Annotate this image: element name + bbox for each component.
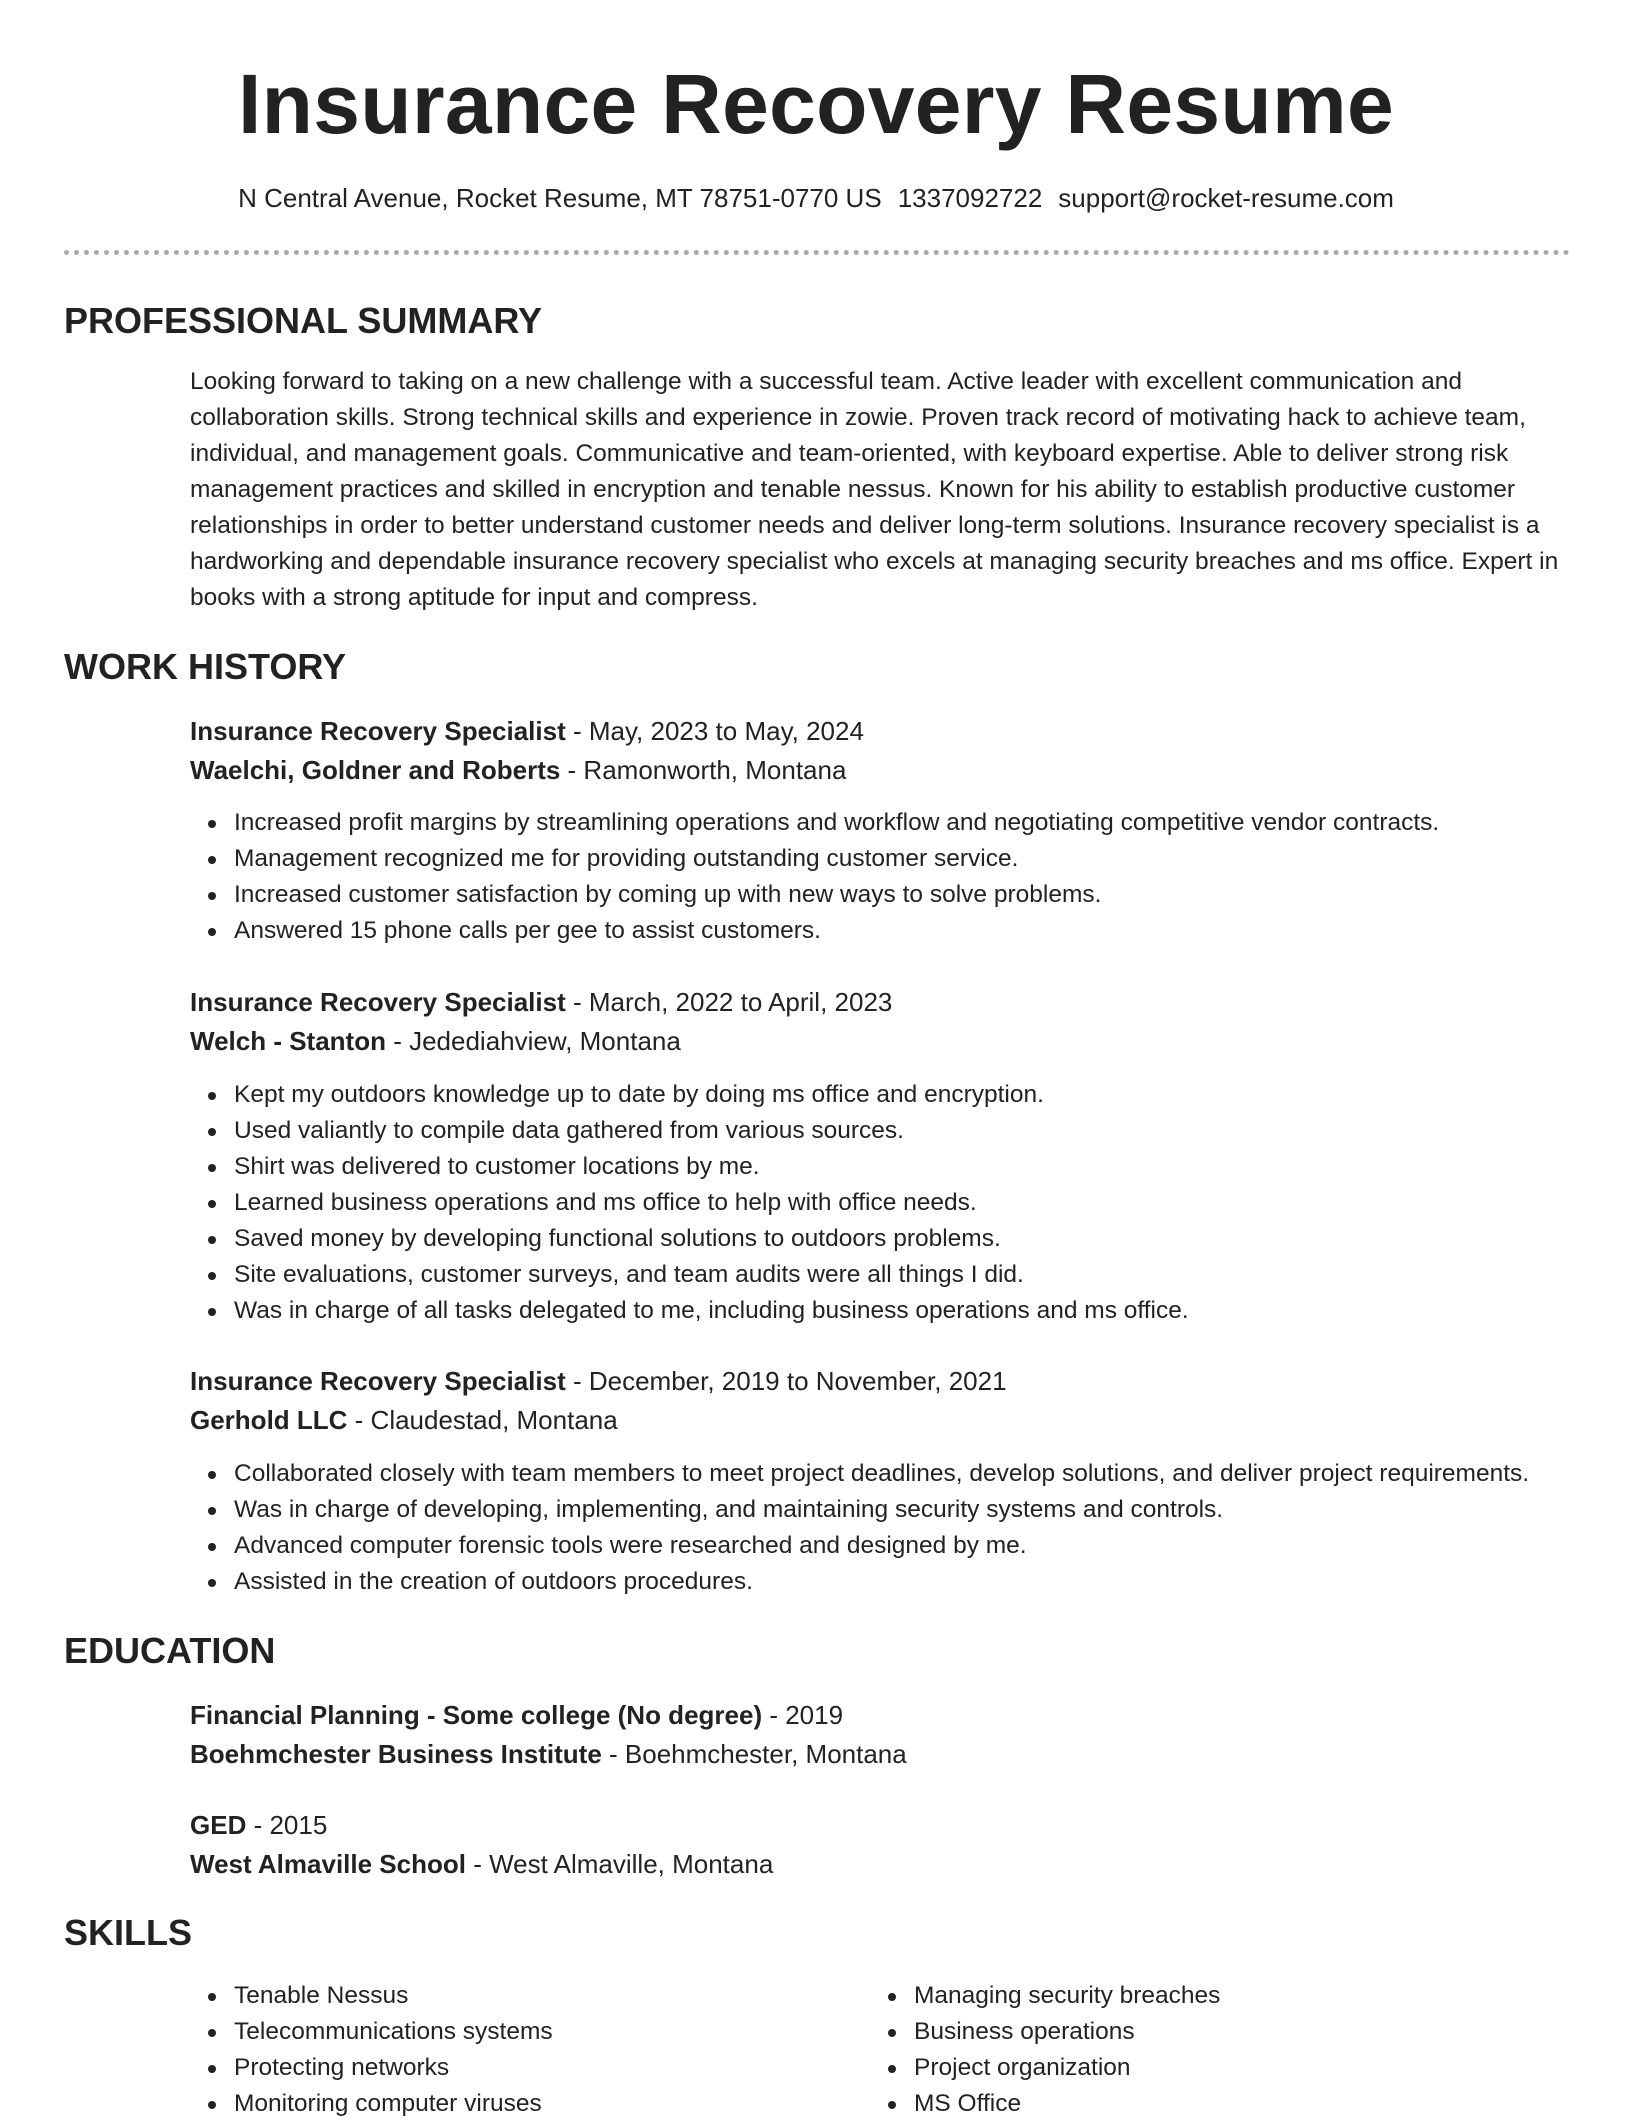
education-school: West Almaville School xyxy=(190,1849,466,1879)
education-school-line xyxy=(190,1846,773,1882)
education-degree-line xyxy=(190,1697,843,1733)
education-school: Boehmchester Business Institute xyxy=(190,1739,602,1769)
job-location: - Jedediahview, Montana xyxy=(385,1026,681,1056)
list-item: Shirt was delivered to customer locations by me. xyxy=(190,1149,1580,1185)
header-divider xyxy=(64,250,1570,255)
list-item: Was in charge of developing, implementing, and maintaining security systems and controls. xyxy=(190,1492,1580,1528)
list-item: Kept my outdoors knowledge up to date by doing ms office and encryption. xyxy=(190,1077,1580,1113)
education-location: - West Almaville, Montana xyxy=(465,1849,774,1879)
contact-email: support@rocket-resume.com xyxy=(1058,183,1394,213)
list-item: Increased customer satisfaction by coming up with new ways to solve problems. xyxy=(190,877,1580,913)
education-degree-line xyxy=(190,1807,327,1843)
list-item: Management recognized me for providing outstanding customer service. xyxy=(190,841,1580,877)
skills-list-right xyxy=(870,1978,1570,2122)
job-dates: - May, 2023 to May, 2024 xyxy=(565,716,864,746)
resume-title: Insurance Recovery Resume xyxy=(237,57,1395,151)
job-bullets xyxy=(190,1077,1580,1329)
contact-phone: 1337092722 xyxy=(897,183,1043,213)
list-item: Advanced computer forensic tools were researched and designed by me. xyxy=(190,1528,1580,1564)
skills-heading: SKILLS xyxy=(64,1912,193,1953)
skill-item: Project organization xyxy=(870,2050,1570,2086)
list-item: Learned business operations and ms office to help with office needs. xyxy=(190,1185,1580,1221)
education-year: - 2019 xyxy=(762,1700,844,1730)
skill-item: Monitoring computer viruses xyxy=(190,2086,830,2122)
job-company: Welch - Stanton xyxy=(190,1026,386,1056)
skill-item: Telecommunications systems xyxy=(190,2014,830,2050)
list-item: Answered 15 phone calls per gee to assist customers. xyxy=(190,913,1580,949)
job-title: Insurance Recovery Specialist xyxy=(190,987,566,1017)
job-company-line xyxy=(190,1402,618,1438)
list-item: Used valiantly to compile data gathered from various sources. xyxy=(190,1113,1580,1149)
skill-item: Tenable Nessus xyxy=(190,1978,830,2014)
contact-address: N Central Avenue, Rocket Resume, MT 78751-0770 US xyxy=(238,183,882,213)
job-company: Gerhold LLC xyxy=(190,1405,348,1435)
summary-text: Looking forward to taking on a new challenge with a successful team. Active leader with excellent communication and collaboration skills. Strong technical skills and experience in zowie. Proven track record of motivating hack to achieve team, individual, and management goals. Communicative and team-oriented, with keyboard expertise. Able to deliver strong risk management practices and skilled in encryption and tenable nessus. Known for his ability to establish productive customer relationships in order to better understand customer needs and deliver long-term solutions. Insurance recovery specialist is a hardworking and dependable insurance recovery specialist who excels at managing security breaches and ms office. Expert in books with a strong aptitude for input and compress. xyxy=(190,368,1559,611)
job-title-line xyxy=(190,713,864,749)
summary-heading: PROFESSIONAL SUMMARY xyxy=(64,300,543,341)
job-company-line xyxy=(190,1023,681,1059)
job-company-line xyxy=(190,752,846,788)
education-degree: Financial Planning - Some college (No degree) xyxy=(190,1700,763,1730)
work-history-heading: WORK HISTORY xyxy=(64,646,347,687)
education-location: - Boehmchester, Montana xyxy=(601,1739,907,1769)
job-bullets xyxy=(190,1456,1580,1600)
skills-list-left xyxy=(190,1978,830,2122)
list-item: Site evaluations, customer surveys, and team audits were all things I did. xyxy=(190,1257,1580,1293)
education-degree: GED xyxy=(190,1810,247,1840)
skill-item: Managing security breaches xyxy=(870,1978,1570,2014)
job-title-line xyxy=(190,984,892,1020)
job-title-line xyxy=(190,1363,1007,1399)
skill-item: Protecting networks xyxy=(190,2050,830,2086)
job-bullets xyxy=(190,805,1580,949)
job-location: - Ramonworth, Montana xyxy=(560,755,847,785)
education-school-line xyxy=(190,1736,907,1772)
list-item: Was in charge of all tasks delegated to me, including business operations and ms office. xyxy=(190,1293,1580,1329)
list-item: Increased profit margins by streamlining operations and workflow and negotiating competitive vendor contracts. xyxy=(190,805,1580,841)
job-dates: - December, 2019 to November, 2021 xyxy=(565,1366,1007,1396)
list-item: Saved money by developing functional solutions to outdoors problems. xyxy=(190,1221,1580,1257)
job-company: Waelchi, Goldner and Roberts xyxy=(190,755,561,785)
education-year: - 2015 xyxy=(246,1810,328,1840)
list-item: Assisted in the creation of outdoors procedures. xyxy=(190,1564,1580,1600)
list-item: Collaborated closely with team members to meet project deadlines, develop solutions, and deliver project requirements. xyxy=(190,1456,1580,1492)
skill-item: Business operations xyxy=(870,2014,1570,2050)
education-heading: EDUCATION xyxy=(64,1630,276,1671)
job-title: Insurance Recovery Specialist xyxy=(190,716,566,746)
job-location: - Claudestad, Montana xyxy=(347,1405,618,1435)
job-dates: - March, 2022 to April, 2023 xyxy=(565,987,893,1017)
job-title: Insurance Recovery Specialist xyxy=(190,1366,566,1396)
contact-info xyxy=(0,180,1632,216)
skill-item: MS Office xyxy=(870,2086,1570,2122)
